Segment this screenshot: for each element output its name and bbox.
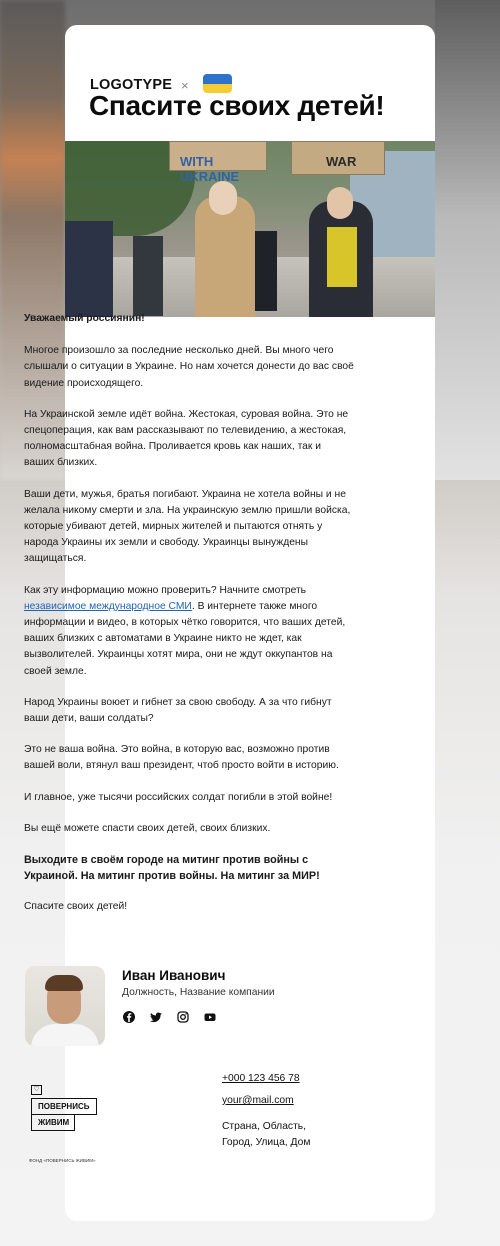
closing-line: Спасите своих детей! bbox=[24, 901, 128, 913]
greeting: Уважаемый россиянин! bbox=[24, 313, 145, 324]
fund-caption: ФОНД «ПОВЕРНИСЬ ЖИВИМ» bbox=[29, 1158, 96, 1163]
background-right bbox=[435, 0, 500, 480]
separator: × bbox=[181, 78, 189, 93]
fund-logo-line2: ЖИВИМ bbox=[31, 1114, 75, 1131]
youtube-icon[interactable] bbox=[203, 1010, 217, 1024]
email-link[interactable]: your@mail.com bbox=[222, 1095, 294, 1106]
paragraph: Многое произошло за последние несколько дней. Вы много чего слышали о ситуации в Украине. Но нам хочется донести до вас своё видение происходящего. bbox=[24, 345, 354, 389]
avatar bbox=[25, 966, 105, 1046]
facebook-icon[interactable] bbox=[122, 1010, 136, 1024]
paragraph-with-link bbox=[24, 583, 354, 680]
signature-block bbox=[25, 966, 355, 1048]
fund-logo-line1: ПОВЕРНИСЬ bbox=[31, 1098, 97, 1115]
signature-role: Должность, Название компании bbox=[122, 987, 275, 998]
signature-name: Иван Иванович bbox=[122, 968, 226, 983]
call-to-action: Выходите в своём городе на митинг против войны с Украиной. На митинг против войны. На митинг за МИР! bbox=[24, 854, 320, 883]
paragraph: На Украинской земле идёт война. Жестокая, суровая война. Это не спецоперация, как вам рассказывают по телевидению, а жестокая, полномасштабная война. Проливается кровь как наших, так и ваших близких. bbox=[24, 408, 349, 469]
page-title: Спасите своих детей! bbox=[89, 90, 385, 121]
protest-sign-left bbox=[169, 141, 267, 184]
phone-link[interactable]: +000 123 456 78 bbox=[222, 1073, 300, 1084]
paragraph: Ваши дети, мужья, братья погибают. Украина не хотела войны и не желала никому смерти и зла. На украинскую землю пришли войска, которые убивают детей, мирных жителей и пытаются отнять у народа Украины их земли и свободу. Украинцы вынуждены защищаться. bbox=[24, 488, 351, 565]
protest-sign-left-text: WITH UKRAINE bbox=[180, 154, 240, 184]
protest-sign-right-text: WAR bbox=[326, 154, 357, 169]
heart-icon: ♡ bbox=[31, 1085, 42, 1095]
fund-logo bbox=[29, 1080, 109, 1170]
paragraph-text: Как эту информацию можно проверить? Начните смотреть bbox=[24, 584, 307, 596]
instagram-icon[interactable] bbox=[176, 1010, 190, 1024]
paragraph-text: . В интернете также много информации и видео, в которых чётко говорится, что ваших детей, ваших близких с автоматами в Украине никто не ждет, как вызволителей. Украинцы хотят мира, они не ждут оккупантов на своей земле. bbox=[24, 600, 346, 677]
hero-image bbox=[65, 141, 435, 317]
paragraph: И главное, уже тысячи российских солдат погибли в этой войне! bbox=[24, 791, 333, 803]
paragraph: Вы ещё можете спасти своих детей, своих близких. bbox=[24, 822, 271, 834]
email-header bbox=[65, 25, 435, 141]
letter-body bbox=[24, 311, 354, 931]
independent-media-link[interactable]: независимое международное СМИ bbox=[24, 600, 192, 612]
twitter-icon[interactable] bbox=[149, 1010, 163, 1024]
address-line2: Город, Улица, Дом bbox=[222, 1137, 311, 1148]
contacts-block bbox=[222, 1071, 310, 1151]
logotype[interactable]: LOGOTYPE bbox=[90, 77, 173, 93]
paragraph: Это не ваша война. Это война, в которую вас, возможно против вашей воли, втянул ваш президент, чтоб просто войти в историю. bbox=[24, 744, 339, 772]
address-line1: Страна, Область, bbox=[222, 1121, 307, 1132]
paragraph: Народ Украины воюет и гибнет за свою свободу. А за что гибнут ваши дети, ваши солдаты? bbox=[24, 696, 332, 725]
protest-sign-right bbox=[291, 141, 385, 175]
